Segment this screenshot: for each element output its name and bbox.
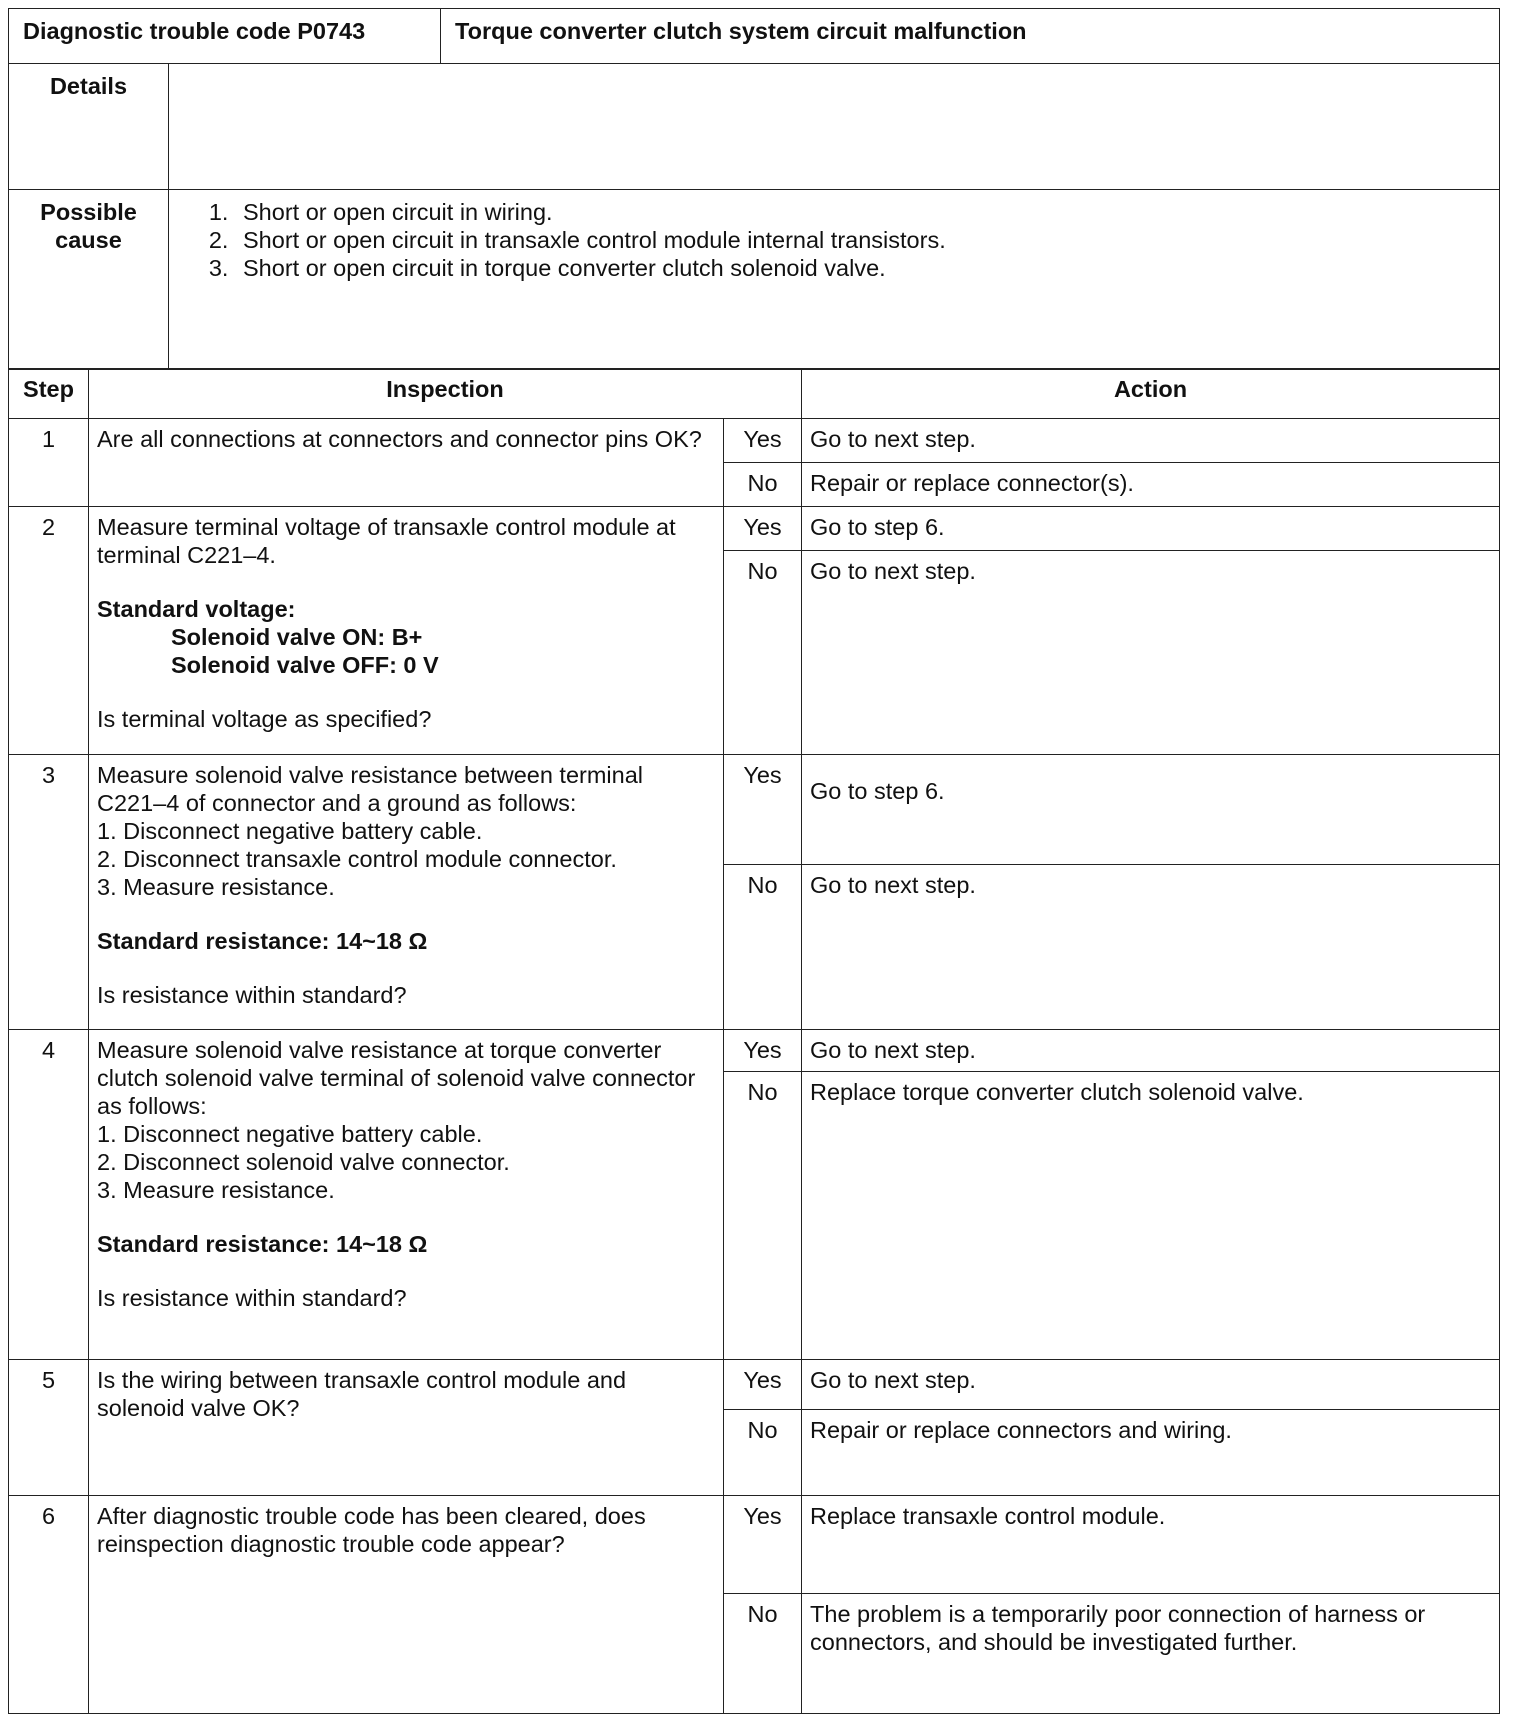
standard-value: Solenoid valve OFF: 0 V <box>171 652 439 678</box>
no-action: The problem is a temporarily poor connection of harness or connectors, and should be investigated further. <box>802 1594 1500 1714</box>
possible-cause-list-cell <box>169 189 1500 369</box>
no-label: No <box>724 551 802 755</box>
possible-cause-label <box>9 189 169 369</box>
no-label: No <box>724 1072 802 1360</box>
standard-resistance: Standard resistance: 14~18 Ω <box>97 1231 428 1257</box>
inspection-column-header: Inspection <box>89 369 802 419</box>
details-text <box>169 63 1500 189</box>
inspection-procedure <box>97 817 715 901</box>
possible-cause-item: 2. Short or open circuit in transaxle control module internal transistors. <box>235 226 1475 254</box>
yes-action: Go to next step. <box>802 1030 1500 1072</box>
step-number: 1 <box>9 419 89 507</box>
no-label: No <box>724 1410 802 1496</box>
step-inspection: Are all connections at connectors and connector pins OK? <box>89 419 724 507</box>
details-label: Details <box>9 63 169 189</box>
procedure-item: 2. Disconnect transaxle control module connector. <box>97 846 617 872</box>
step-number: 4 <box>9 1030 89 1360</box>
possible-cause-item: 3. Short or open circuit in torque converter clutch solenoid valve. <box>235 254 1475 282</box>
yes-label: Yes <box>724 419 802 463</box>
step-number: 5 <box>9 1360 89 1496</box>
procedure-item: 1. Disconnect negative battery cable. <box>97 818 483 844</box>
possible-cause-item: 1. Short or open circuit in wiring. <box>235 198 1475 226</box>
yes-label: Yes <box>724 755 802 865</box>
yes-action: Go to next step. <box>802 1360 1500 1410</box>
yes-action: Go to step 6. <box>802 755 1500 865</box>
inspection-question: Is resistance within standard? <box>97 1285 407 1311</box>
possible-cause-label-line2: cause <box>55 226 122 253</box>
no-action: Go to next step. <box>802 865 1500 1030</box>
inspection-text: Measure solenoid valve resistance at torque converter clutch solenoid valve terminal of solenoid valve connector as follows: <box>97 1037 696 1119</box>
possible-cause-list <box>193 198 1475 282</box>
procedure-item: 3. Measure resistance. <box>97 874 335 900</box>
dtc-header-table <box>8 8 1500 64</box>
step-inspection <box>89 1030 724 1360</box>
procedure-item: 1. Disconnect negative battery cable. <box>97 1121 483 1147</box>
inspection-text: Measure terminal voltage of transaxle control module at terminal C221–4. <box>97 514 676 568</box>
step-inspection <box>89 507 724 755</box>
step-inspection: Is the wiring between transaxle control module and solenoid valve OK? <box>89 1360 724 1496</box>
possible-cause-label-line1: Possible <box>40 198 137 225</box>
inspection-procedure <box>97 1120 715 1204</box>
dtc-sheet <box>8 8 1500 1714</box>
step-column-header: Step <box>9 369 89 419</box>
yes-label: Yes <box>724 507 802 551</box>
step-inspection: After diagnostic trouble code has been cleared, does reinspection diagnostic trouble code appear? <box>89 1496 724 1714</box>
dtc-code: Diagnostic trouble code P0743 <box>9 9 441 64</box>
procedure-item: 3. Measure resistance. <box>97 1177 335 1203</box>
no-label: No <box>724 463 802 507</box>
step-number: 2 <box>9 507 89 755</box>
yes-action: Go to next step. <box>802 419 1500 463</box>
inspection-question: Is terminal voltage as specified? <box>97 706 432 732</box>
yes-label: Yes <box>724 1360 802 1410</box>
yes-label: Yes <box>724 1030 802 1072</box>
no-action: Repair or replace connectors and wiring. <box>802 1410 1500 1496</box>
standard-resistance: Standard resistance: 14~18 Ω <box>97 928 428 954</box>
no-action: Go to next step. <box>802 551 1500 755</box>
no-action: Replace torque converter clutch solenoid valve. <box>802 1072 1500 1360</box>
no-action: Repair or replace connector(s). <box>802 463 1500 507</box>
action-column-header: Action <box>802 369 1500 419</box>
procedure-item: 2. Disconnect solenoid valve connector. <box>97 1149 510 1175</box>
dtc-title: Torque converter clutch system circuit malfunction <box>441 9 1500 64</box>
dtc-info-table <box>8 63 1500 370</box>
steps-table <box>8 368 1500 1714</box>
standard-label: Standard voltage: <box>97 596 296 622</box>
no-label: No <box>724 865 802 1030</box>
step-inspection <box>89 755 724 1030</box>
yes-action: Go to step 6. <box>802 507 1500 551</box>
yes-action: Replace transaxle control module. <box>802 1496 1500 1594</box>
inspection-text: Measure solenoid valve resistance between terminal C221–4 of connector and a ground as follows: <box>97 762 644 816</box>
step-number: 6 <box>9 1496 89 1714</box>
yes-label: Yes <box>724 1496 802 1594</box>
inspection-question: Is resistance within standard? <box>97 982 407 1008</box>
step-number: 3 <box>9 755 89 1030</box>
no-label: No <box>724 1594 802 1714</box>
standard-value: Solenoid valve ON: B+ <box>171 624 423 650</box>
